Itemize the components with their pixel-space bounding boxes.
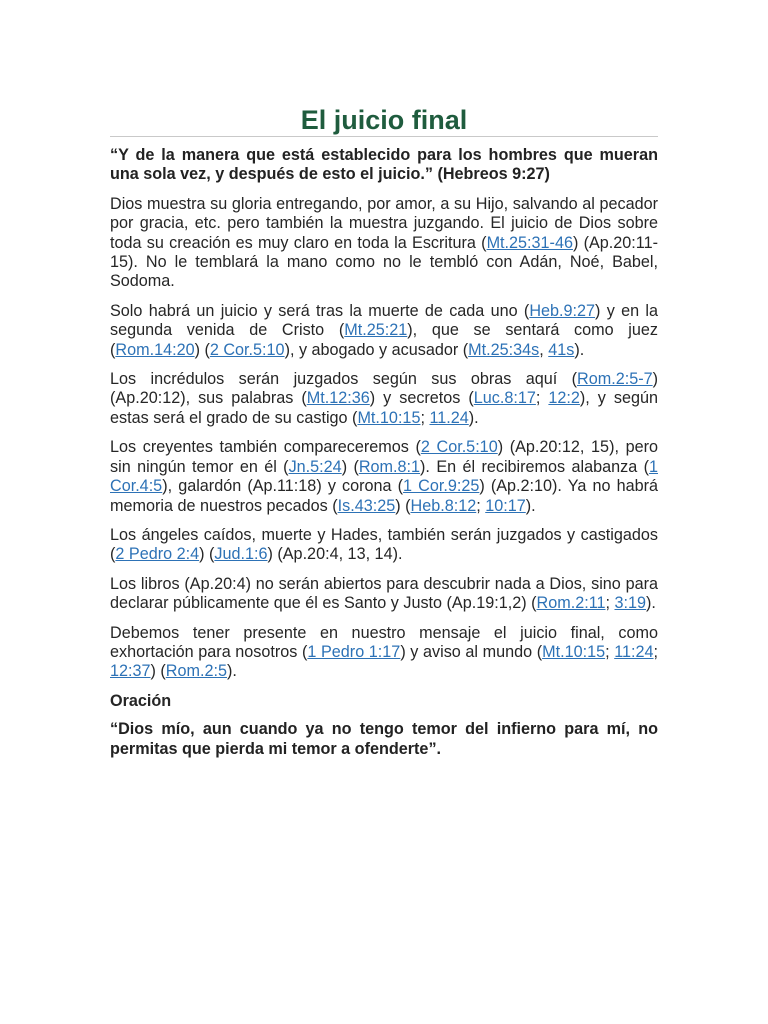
scripture-link[interactable]: Mt.25:31-46 — [486, 233, 573, 252]
paragraph — [110, 302, 658, 360]
text-segment: ) (Ap.2:10). Ya no habrá memoria de nuestros pecados ( — [110, 477, 658, 515]
scripture-link[interactable]: 41s — [548, 340, 575, 359]
text-segment: Los libros (Ap.20:4) no serán abiertos para descubrir nada a Dios, sino para declarar públicamente que él es Santo y Justo (Ap.19:1,2) ( — [110, 574, 658, 613]
text-segment: ), y abogado y acusador ( — [284, 340, 469, 359]
text-segment: ). — [574, 340, 585, 359]
text-segment: Los ángeles caídos, muerte y Hades, también serán juzgados y castigados ( — [110, 525, 658, 564]
text-segment: , — [539, 340, 549, 359]
document-body — [110, 146, 658, 769]
text-segment: ), y según estas será el grado de su castigo ( — [110, 389, 658, 427]
scripture-link[interactable]: 1 Pedro 1:17 — [307, 642, 401, 661]
text-segment: Dios muestra su gloria entregando, por amor, a su Hijo, salvando al pecador por gracia, etc. pero también la muestra juzgando. El juicio de Dios sobre toda su creación es muy claro en toda la Escritura ( — [110, 194, 658, 252]
scripture-link[interactable]: 2 Cor.5:10 — [209, 340, 285, 359]
text-segment: ) (Ap.20:4, 13, 14). — [267, 545, 403, 564]
paragraph — [110, 526, 658, 565]
scripture-link[interactable]: Rom.14:20 — [115, 340, 195, 359]
scripture-link[interactable]: Rom.2:5 — [165, 662, 227, 681]
scripture-link[interactable]: 10:17 — [485, 496, 526, 515]
text-segment: ; — [653, 642, 659, 661]
text-segment: ), que se sentará como juez ( — [110, 321, 658, 359]
text-segment: ) y secretos ( — [369, 389, 474, 408]
scripture-link[interactable]: Mt.10:15 — [357, 408, 421, 427]
text-segment: ) ( — [194, 340, 210, 359]
scripture-link[interactable]: Rom.8:1 — [358, 457, 421, 476]
scripture-link[interactable]: 2 Pedro 2:4 — [115, 545, 200, 564]
text-segment: ), galardón (Ap.11:18) y corona ( — [162, 477, 404, 496]
text-segment: ) ( — [199, 545, 215, 564]
scripture-link[interactable]: Heb.9:27 — [529, 301, 596, 320]
text-segment: Oración — [110, 691, 172, 710]
paragraph — [110, 370, 658, 428]
text-segment: ) y en la segunda venida de Cristo ( — [110, 301, 658, 340]
text-segment: ). — [646, 594, 656, 613]
text-segment: Solo habrá un juicio y será tras la muerte de cada uno ( — [110, 301, 530, 320]
bold-paragraph — [110, 146, 658, 185]
bold-paragraph — [110, 720, 658, 759]
scripture-link[interactable]: 1 Cor.9:25 — [403, 477, 480, 496]
text-segment: ). — [226, 662, 237, 681]
section-heading — [110, 692, 658, 711]
text-segment: “Y de la manera que está establecido para los hombres que mueran una sola vez, y después de esto el juicio.” (Hebreos 9:27) — [110, 146, 658, 184]
text-segment: ; — [420, 408, 430, 427]
text-segment: ). — [468, 408, 479, 427]
text-segment: ; — [605, 642, 615, 661]
scripture-link[interactable]: 12:2 — [548, 389, 580, 408]
text-segment: “Dios mío, aun cuando ya no tengo temor del infierno para mí, no permitas que pierda mi temor a ofenderte”. — [110, 720, 658, 758]
text-segment: Los creyentes también compareceremos ( — [110, 438, 421, 457]
scripture-link[interactable]: Jn.5:24 — [288, 457, 342, 476]
scripture-link[interactable]: Heb.8:12 — [410, 496, 477, 515]
scripture-link[interactable]: 3:19 — [614, 594, 647, 613]
scripture-link[interactable]: Mt.25:21 — [344, 321, 408, 340]
scripture-link[interactable]: Luc.8:17 — [473, 389, 536, 408]
text-segment: Los incrédulos serán juzgados según sus obras aquí ( — [110, 370, 578, 389]
scripture-link[interactable]: 1 Cor.4:5 — [110, 457, 659, 496]
text-segment: ) ( — [341, 457, 359, 476]
text-segment: ) y aviso al mundo ( — [400, 642, 543, 661]
scripture-link[interactable]: 11:24 — [614, 642, 654, 661]
scripture-link[interactable]: 2 Cor.5:10 — [420, 438, 498, 457]
text-segment: ) ( — [150, 662, 166, 681]
scripture-link[interactable]: Jud.1:6 — [214, 545, 268, 564]
text-segment: ) (Ap.20:11-15). No le temblará la mano como no le tembló con Adán, Noé, Babel, Sodoma. — [110, 233, 658, 291]
text-segment: ; — [535, 389, 549, 408]
scripture-link[interactable]: Is.43:25 — [337, 496, 396, 515]
scripture-link[interactable]: 12:37 — [110, 662, 151, 681]
text-segment: ). — [525, 496, 536, 515]
scripture-link[interactable]: Mt.12:36 — [306, 389, 370, 408]
document-title: El juicio final — [300, 105, 468, 135]
scripture-link[interactable]: 11.24 — [429, 408, 469, 427]
scripture-link[interactable]: Mt.25:34s — [468, 340, 540, 359]
paragraph — [110, 195, 658, 292]
text-segment: ; — [476, 496, 486, 515]
scripture-link[interactable]: Mt.10:15 — [542, 642, 606, 661]
text-segment: ) ( — [395, 496, 411, 515]
scripture-link[interactable]: Rom.2:5-7 — [577, 370, 653, 389]
paragraph — [110, 575, 658, 614]
scripture-link[interactable]: Rom.2:11 — [536, 594, 606, 613]
paragraph — [110, 438, 658, 516]
text-segment: ; — [605, 594, 615, 613]
text-segment: ) (Ap.20:12), sus palabras ( — [110, 370, 658, 408]
text-segment: ). En él recibiremos alabanza ( — [420, 457, 649, 476]
title-divider — [110, 136, 658, 137]
text-segment: Debemos tener presente en nuestro mensaje el juicio final, como exhortación para nosotros ( — [110, 623, 658, 661]
paragraph — [110, 624, 658, 682]
text-segment: ) (Ap.20:12, 15), pero sin ningún temor en él ( — [110, 438, 658, 476]
